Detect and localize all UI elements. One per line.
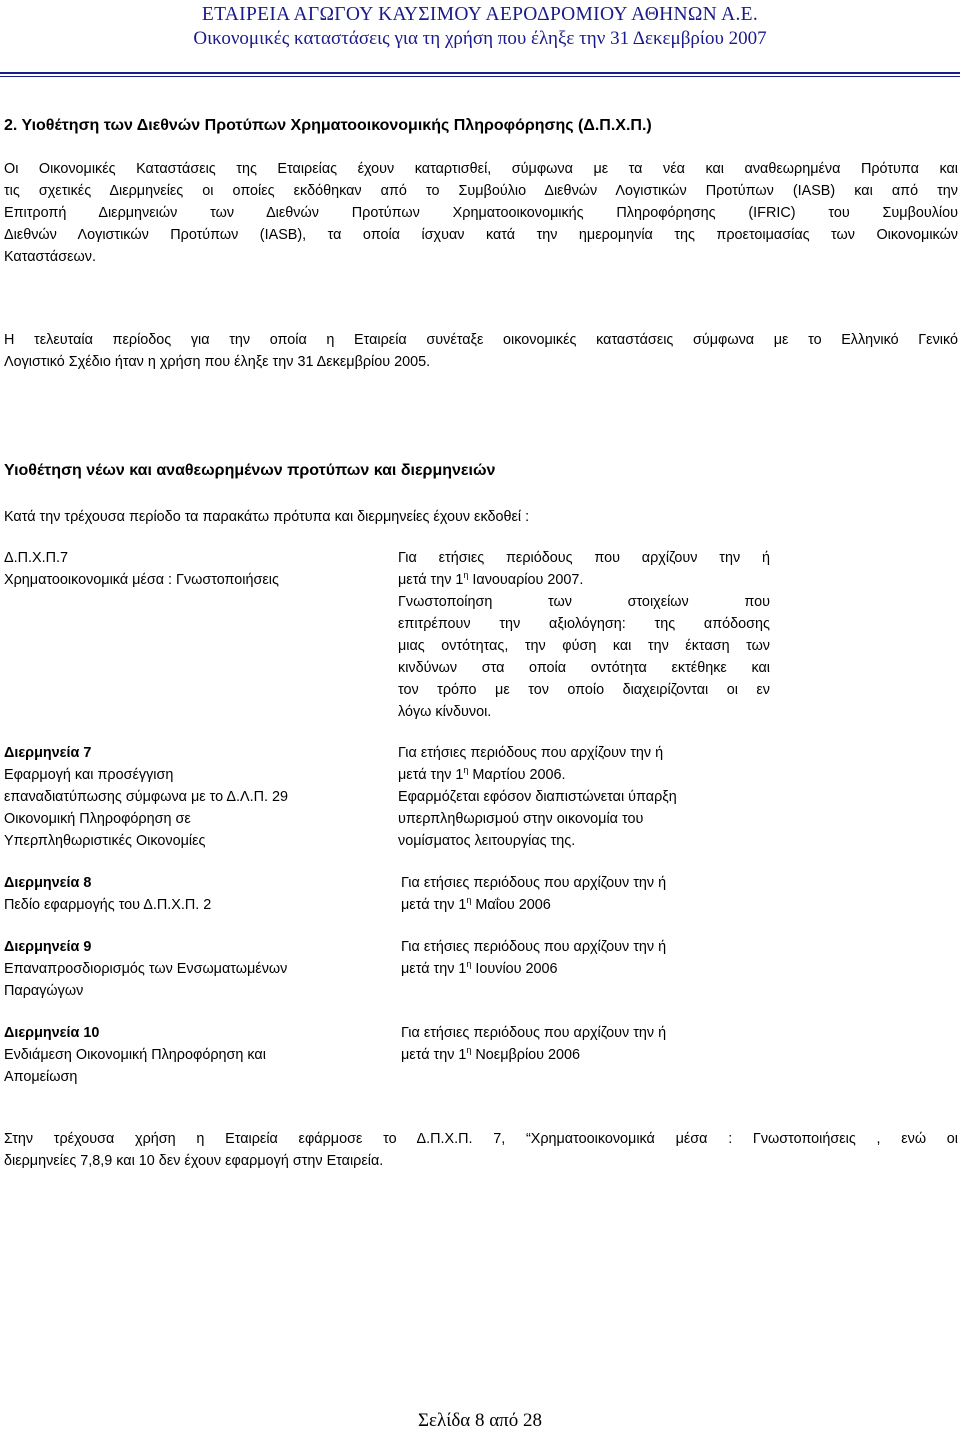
effective-date-line xyxy=(398,569,770,591)
standard-description: Πεδίο εφαρμογής του Δ.Π.Χ.Π. 2 xyxy=(4,897,212,913)
note-line: κινδύνων στα οποία οντότητα εκτέθηκε και xyxy=(398,660,770,676)
interpretation-9-effective xyxy=(401,936,773,980)
subsection-intro: Κατά την τρέχουσα περίοδο τα παρακάτω πρότυπα και διερμηνείες έχουν εκδοθεί : xyxy=(4,509,530,525)
standard-name: Διερμηνεία 9 xyxy=(4,939,92,955)
header-rule-thick xyxy=(0,72,960,74)
page-number: Σελίδα 8 από 28 xyxy=(417,1410,543,1431)
paragraph-line: τις σχετικές Διερμηνείες οι οποίες εκδόθηκαν από το Συμβούλιο Διεθνών Λογιστικών Προτύπων (IASB) και από την xyxy=(4,183,958,199)
note-line: λόγω κίνδυνοι. xyxy=(398,704,492,720)
effective-date-line xyxy=(401,894,773,916)
effective-prefix: μετά την 1 xyxy=(398,767,464,783)
standard-description: επαναδιατύπωσης σύμφωνα με το Δ.Λ.Π. 29 xyxy=(4,789,288,805)
ordinal-superscript: η xyxy=(466,1045,472,1055)
paragraph-line: Στην τρέχουσα χρήση η Εταιρεία εφάρμοσε το Δ.Π.Χ.Π. 7, “Χρηματοοικονομικά μέσα : Γνωστοποιήσεις , ενώ οι xyxy=(4,1131,958,1147)
interpretation-7-effective xyxy=(398,742,770,852)
closing-paragraph xyxy=(4,1128,958,1172)
note-line: νομίσματος λειτουργίας της. xyxy=(398,833,576,849)
standard-name: Δ.Π.Χ.Π.7 xyxy=(4,550,68,566)
standard-description: Χρηματοοικονομικά μέσα : Γνωστοποιήσεις xyxy=(4,572,279,588)
effective-date-line: Για ετήσιες περιόδους που αρχίζουν την ή xyxy=(401,939,667,955)
paragraph-line: Διεθνών Λογιστικών Προτύπων (IASB), τα οποία ίσχυαν κατά την ημερομηνία της προετοιμασίας των Οικονομικών xyxy=(4,227,958,243)
note-line: μιας οντότητας, την φύση και την έκταση των xyxy=(398,638,770,654)
previous-period-paragraph xyxy=(4,329,958,373)
standard-description: Εφαρμογή και προσέγγιση xyxy=(4,767,174,783)
effective-date-line: Για ετήσιες περιόδους που αρχίζουν την ή xyxy=(398,550,770,566)
standard-name: Διερμηνεία 8 xyxy=(4,875,92,891)
standard-description: Απομείωση xyxy=(4,1069,78,1085)
effective-prefix: μετά την 1 xyxy=(398,572,464,588)
effective-suffix: Νοεμβρίου 2006 xyxy=(471,1047,581,1063)
ordinal-superscript: η xyxy=(463,570,469,580)
section-title: 2. Υιοθέτηση των Διεθνών Προτύπων Χρηματοοικονομικής Πληροφόρησης (Δ.Π.Χ.Π.) xyxy=(4,117,652,134)
interpretation-8-effective xyxy=(401,872,773,916)
standard-ifrs7 xyxy=(4,547,384,591)
paragraph-line: Καταστάσεων. xyxy=(4,249,96,265)
interpretation-10-effective xyxy=(401,1022,773,1066)
document-subtitle: Οικονομικές καταστάσεις για τη χρήση που έληξε την 31 Δεκεμβρίου 2007 xyxy=(193,28,767,49)
standard-description: Οικονομική Πληροφόρηση σε xyxy=(4,811,191,827)
paragraph-line: Η τελευταία περίοδος για την οποία η Εταιρεία συνέταξε οικονομικές καταστάσεις σύμφωνα με το Ελληνικό Γενικό xyxy=(4,332,958,348)
interpretation-8 xyxy=(4,872,384,916)
subsection-title: Υιοθέτηση νέων και αναθεωρημένων προτύπων και διερμηνειών xyxy=(4,462,496,479)
effective-date-line: Για ετήσιες περιόδους που αρχίζουν την ή xyxy=(401,1025,667,1041)
effective-date-line xyxy=(401,958,773,980)
effective-prefix: μετά την 1 xyxy=(401,897,467,913)
intro-paragraph xyxy=(4,158,958,268)
header-rule-thin xyxy=(0,76,960,77)
effective-date-line: Για ετήσιες περιόδους που αρχίζουν την ή xyxy=(398,745,664,761)
paragraph-line: Οι Οικονομικές Καταστάσεις της Εταιρείας έχουν καταρτισθεί, σύμφωνα με τα νέα και αναθεωρημένα Πρότυπα και xyxy=(4,161,958,177)
effective-suffix: Μαρτίου 2006. xyxy=(468,767,566,783)
standard-description: Ενδιάμεση Οικονομική Πληροφόρηση και xyxy=(4,1047,266,1063)
standard-name: Διερμηνεία 7 xyxy=(4,745,92,761)
effective-date-line: Για ετήσιες περιόδους που αρχίζουν την ή xyxy=(401,875,667,891)
paragraph-line: Επιτροπή Διερμηνειών των Διεθνών Προτύπων Χρηματοοικονομικής Πληροφόρησης (IFRIC) του Συμβουλίου xyxy=(4,205,958,221)
note-line: υπερπληθωρισμού στην οικονομία του xyxy=(398,811,644,827)
standard-name: Διερμηνεία 10 xyxy=(4,1025,100,1041)
standard-description: Υπερπληθωριστικές Οικονομίες xyxy=(4,833,206,849)
paragraph-line: διερμηνείες 7,8,9 και 10 δεν έχουν εφαρμογή στην Εταιρεία. xyxy=(4,1153,384,1169)
ordinal-superscript: η xyxy=(466,895,472,905)
interpretation-7 xyxy=(4,742,384,852)
effective-prefix: μετά την 1 xyxy=(401,1047,467,1063)
effective-suffix: Ιουνίου 2006 xyxy=(471,961,558,977)
paragraph-line: Λογιστικό Σχέδιο ήταν η χρήση που έληξε την 31 Δεκεμβρίου 2005. xyxy=(4,354,431,370)
effective-date-line xyxy=(401,1044,773,1066)
note-line: τον τρόπο με τον οποίο διαχειρίζονται οι εν xyxy=(398,682,770,698)
note-line: Εφαρμόζεται εφόσον διαπιστώνεται ύπαρξη xyxy=(398,789,677,805)
standard-ifrs7-effective xyxy=(398,547,770,723)
effective-prefix: μετά την 1 xyxy=(401,961,467,977)
company-header: ΕΤΑΙΡΕΙΑ ΑΓΩΓΟΥ ΚΑΥΣΙΜΟΥ ΑΕΡΟΔΡΟΜΙΟΥ ΑΘΗΝΩΝ Α.Ε. xyxy=(201,4,759,25)
ordinal-superscript: η xyxy=(466,959,472,969)
effective-suffix: Ιανουαρίου 2007. xyxy=(468,572,584,588)
note-line: επιτρέπουν την αξιολόγηση: της απόδοσης xyxy=(398,616,770,632)
ordinal-superscript: η xyxy=(463,765,469,775)
note-line: Γνωστοποίηση των στοιχείων που xyxy=(398,594,770,610)
standard-description: Επαναπροσδιορισμός των Ενσωματωμένων xyxy=(4,961,288,977)
effective-date-line xyxy=(398,764,770,786)
effective-suffix: Μαΐου 2006 xyxy=(471,897,551,913)
interpretation-10 xyxy=(4,1022,384,1088)
standard-description: Παραγώγων xyxy=(4,983,84,999)
interpretation-9 xyxy=(4,936,384,1002)
